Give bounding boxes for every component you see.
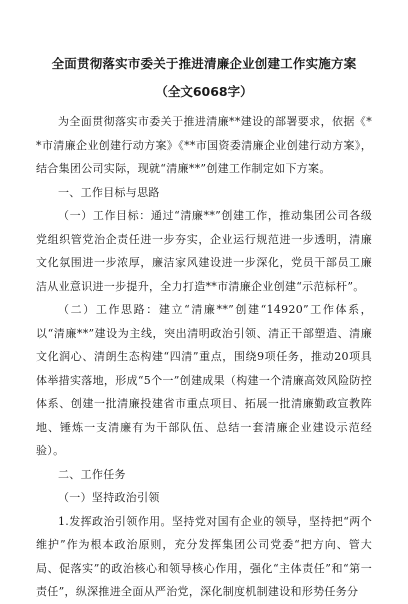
intro-paragraph: 为全面贯彻落实市委关于推进清廉**建设的部署要求，依据《**市清廉企业创建行动方案》《**市国资委清廉企业创建行动方案》，结合集团公司实际，现就“清廉**”创建工作制定如下方案。 xyxy=(36,115,372,175)
idea-paragraph: （二）工作思路：建立“清廉**”创建“14920”工作体系，以“清廉**”建设为主线，突出清明政治引领、清正干部塑造、清廉文化润心、清朗生态构建“四清”重点，围绕9项任务，推动20项具体举措实落地，形成“5个一”创建成果（构建一个清廉高效风险防控体系、创建一批清廉投建省市重点项目、拓展一批清廉勤政宣教阵地、锤炼一支清廉有为干部队伍、总结一套清廉企业建设示范经验）。 xyxy=(36,303,372,457)
section-heading-goals: 一、工作目标与思路 xyxy=(58,185,160,199)
document-title: 全面贯彻落实市委关于推进清廉企业创建工作实施方案 xyxy=(51,56,357,71)
section-heading-tasks: 二、工作任务 xyxy=(58,467,126,481)
item-paragraph-1: 1.发挥政治引领作用。坚持党对国有企业的领导，坚持把“两个维护”作为根本政治原则，充分发挥集团公司党委“把方向、管大局、促落实”的政治核心和领导核心作用，强化“主体责任”和“第一责任”，纵深推进全面从严治党，深化制度机制建设和形势任务分 xyxy=(36,514,372,598)
subsection-heading-political: （一）坚持政治引领 xyxy=(58,491,160,504)
document-subtitle: （全文6068字） xyxy=(155,84,253,99)
goal-paragraph: （一）工作目标：通过“清廉**”创建工作，推动集团公司各级党组织管党治企责任进一步夯实，企业运行规范进一步透明，清廉文化氛围进一步浓厚，廉洁家风建设进一步深化，党员干部员工廉洁从业意识进一步提升，全力打造**市清廉企业创建“示范标杆”。 xyxy=(36,209,372,293)
